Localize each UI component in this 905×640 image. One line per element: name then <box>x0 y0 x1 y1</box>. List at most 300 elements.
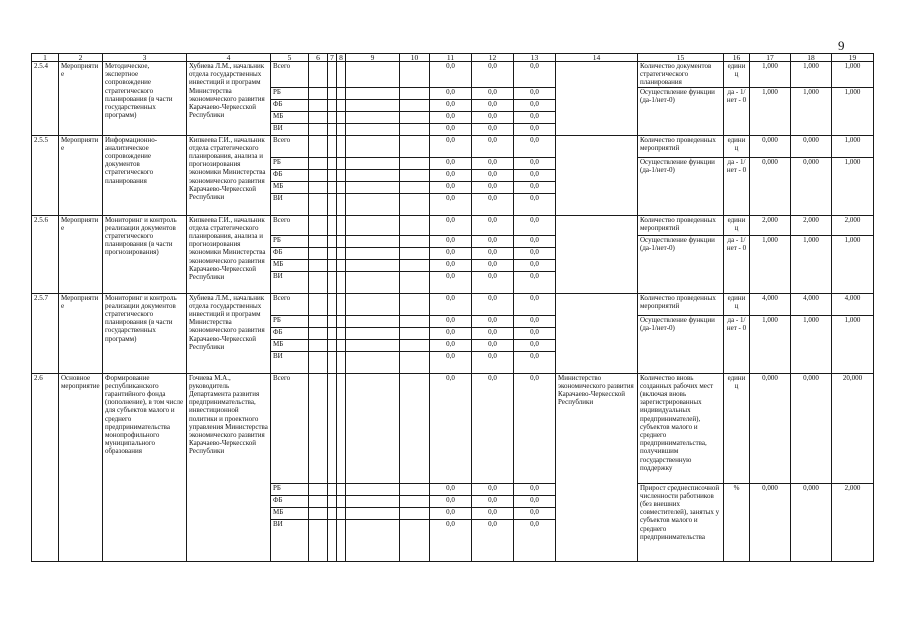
item-executor: Хубиева Л.М., начальник отдела государственных инвестиций и программ Министерства экономического развития Карачаево-Черкесской Республики <box>187 62 271 136</box>
funding-source: ФБ <box>271 169 309 181</box>
empty-cell <box>400 327 430 339</box>
empty-cell <box>346 373 400 483</box>
funding-value: 0,0 <box>514 169 556 181</box>
funding-value: 0,0 <box>472 507 514 519</box>
funding-value: 0,0 <box>514 495 556 507</box>
empty-cell <box>328 507 337 519</box>
funding-value: 0,0 <box>430 235 472 247</box>
empty-cell <box>337 135 346 157</box>
indicator-value: 1,000 <box>750 62 791 88</box>
column-header: 8 <box>337 54 346 62</box>
empty-cell <box>328 315 337 327</box>
empty-cell <box>400 315 430 327</box>
column-header: 18 <box>791 54 832 62</box>
empty-cell <box>309 135 328 157</box>
funding-source: ВИ <box>271 193 309 215</box>
indicator-value: 1,000 <box>791 62 832 88</box>
indicator-value: 0,000 <box>750 135 791 157</box>
empty-cell <box>400 135 430 157</box>
empty-cell <box>337 62 346 88</box>
funding-value: 0,0 <box>430 181 472 193</box>
empty-cell <box>309 181 328 193</box>
table-row <box>32 293 874 315</box>
indicator-name: Количество документов стратегического планирования <box>638 62 724 88</box>
empty-cell <box>400 293 430 315</box>
column-header: 16 <box>724 54 750 62</box>
empty-cell <box>309 193 328 215</box>
item-executor: Хубиева Л.М., начальник отдела государственных инвестиций и программ Министерства экономического развития Карачаево-Черкесской Республики <box>187 293 271 373</box>
empty-cell <box>346 235 400 247</box>
table-row <box>32 373 874 483</box>
empty-cell <box>309 507 328 519</box>
funding-value: 0,0 <box>514 62 556 88</box>
empty-cell <box>328 135 337 157</box>
funding-value: 0,0 <box>472 315 514 327</box>
empty-cell <box>346 99 400 111</box>
item-executor: Гочиева М.А., руководитель Департамента развития предпринимательства, инвестиционной политики и проектного управления Министерства экономического развития Карачаево-Черкесской Республики <box>187 373 271 561</box>
item-name: Мониторинг и контроль реализации документов стратегического планирования (в части государственных программ) <box>103 293 187 373</box>
empty-cell <box>346 351 400 373</box>
column-header: 10 <box>400 54 430 62</box>
empty-cell <box>400 519 430 561</box>
indicator-value: 0,000 <box>791 373 832 483</box>
empty-cell <box>346 507 400 519</box>
column-header: 1 <box>32 54 59 62</box>
empty-cell <box>337 215 346 235</box>
column-header: 19 <box>832 54 874 62</box>
empty-cell <box>346 169 400 181</box>
empty-cell <box>400 181 430 193</box>
item-name: Информационно-аналитическое сопровождение документов стратегического планирования <box>103 135 187 215</box>
empty-cell <box>337 483 346 495</box>
funding-source: ВИ <box>271 351 309 373</box>
funding-value: 0,0 <box>514 123 556 135</box>
funding-value: 0,0 <box>472 495 514 507</box>
empty-cell <box>346 327 400 339</box>
empty-cell <box>337 111 346 123</box>
funding-value: 0,0 <box>430 215 472 235</box>
item-executor: Кипкеева Г.И., начальник отдела стратегического планирования, анализа и прогнозирования экономики Министерства экономического развития Карачаево-Черкесской Республики <box>187 135 271 215</box>
indicator-value: 1,000 <box>791 235 832 293</box>
empty-cell <box>309 495 328 507</box>
funding-source: МБ <box>271 259 309 271</box>
funding-value: 0,0 <box>514 339 556 351</box>
indicator-value: 0,000 <box>791 135 832 157</box>
funding-value: 0,0 <box>514 483 556 495</box>
indicator-unit: % <box>724 483 750 561</box>
funding-source: ФБ <box>271 99 309 111</box>
funding-value: 0,0 <box>472 193 514 215</box>
empty-cell <box>309 235 328 247</box>
empty-cell <box>337 87 346 99</box>
item-code: 2.5.6 <box>32 215 59 293</box>
empty-cell <box>400 259 430 271</box>
funding-value: 0,0 <box>514 87 556 99</box>
empty-cell <box>346 157 400 169</box>
empty-cell <box>309 111 328 123</box>
funding-value: 0,0 <box>430 351 472 373</box>
empty-cell <box>346 215 400 235</box>
funding-value: 0,0 <box>514 247 556 259</box>
funding-source: МБ <box>271 111 309 123</box>
column-header: 4 <box>187 54 271 62</box>
funding-value: 0,0 <box>514 315 556 327</box>
empty-cell <box>328 235 337 247</box>
item-code: 2.5.5 <box>32 135 59 215</box>
empty-cell <box>328 169 337 181</box>
funding-value: 0,0 <box>472 215 514 235</box>
empty-cell <box>400 193 430 215</box>
empty-cell <box>346 483 400 495</box>
table-row <box>32 215 874 235</box>
empty-cell <box>328 483 337 495</box>
funding-value: 0,0 <box>430 62 472 88</box>
funding-value: 0,0 <box>472 519 514 561</box>
indicator-value: 0,000 <box>750 373 791 483</box>
empty-cell <box>400 495 430 507</box>
empty-cell <box>346 123 400 135</box>
funding-value: 0,0 <box>514 293 556 315</box>
column-header: 13 <box>514 54 556 62</box>
funding-source: ВИ <box>271 271 309 293</box>
empty-cell <box>346 135 400 157</box>
empty-cell <box>309 483 328 495</box>
indicator-value: 1,000 <box>832 87 874 135</box>
funding-source: РБ <box>271 87 309 99</box>
indicator-value: 1,000 <box>750 315 791 373</box>
indicator-value: 1,000 <box>832 235 874 293</box>
empty-cell <box>309 247 328 259</box>
empty-cell <box>400 215 430 235</box>
funding-value: 0,0 <box>430 247 472 259</box>
empty-cell <box>328 519 337 561</box>
funding-value: 0,0 <box>472 123 514 135</box>
empty-cell <box>309 169 328 181</box>
empty-cell <box>328 259 337 271</box>
empty-cell <box>309 339 328 351</box>
empty-cell <box>346 111 400 123</box>
empty-cell <box>309 271 328 293</box>
empty-cell <box>400 351 430 373</box>
empty-cell <box>328 99 337 111</box>
funding-value: 0,0 <box>514 259 556 271</box>
empty-cell <box>309 87 328 99</box>
funding-value: 0,0 <box>514 351 556 373</box>
item-code: 2.5.4 <box>32 62 59 136</box>
funding-source: ФБ <box>271 247 309 259</box>
empty-cell <box>337 235 346 247</box>
empty-cell <box>328 339 337 351</box>
column-header: 9 <box>346 54 400 62</box>
funding-value: 0,0 <box>514 99 556 111</box>
funding-value: 0,0 <box>430 135 472 157</box>
funding-source: Всего <box>271 293 309 315</box>
funding-value: 0,0 <box>514 111 556 123</box>
empty-cell <box>328 111 337 123</box>
funding-source: МБ <box>271 339 309 351</box>
funding-value: 0,0 <box>514 157 556 169</box>
indicator-unit: единиц <box>724 62 750 88</box>
indicator-value: 1,000 <box>750 87 791 135</box>
empty-cell <box>309 373 328 483</box>
item-executor: Кипкеева Г.И., начальник отдела стратегического планирования, анализа и прогнозирования экономики Министерства экономического развития Карачаево-Черкесской Республики <box>187 215 271 293</box>
column-header: 14 <box>556 54 638 62</box>
responsible-org: Министерство экономического развития Карачаево-Черкесской Республики <box>556 373 638 561</box>
empty-cell <box>337 181 346 193</box>
funding-value: 0,0 <box>472 135 514 157</box>
funding-source: Всего <box>271 373 309 483</box>
funding-value: 0,0 <box>430 339 472 351</box>
table-row <box>32 135 874 157</box>
funding-value: 0,0 <box>430 99 472 111</box>
indicator-name: Осуществление функции (да-1/нет-0) <box>638 315 724 373</box>
indicator-value: 0,000 <box>791 157 832 215</box>
empty-cell <box>400 87 430 99</box>
indicator-name: Количество проведенных мероприятий <box>638 293 724 315</box>
indicator-value: 1,000 <box>791 87 832 135</box>
column-header: 6 <box>309 54 328 62</box>
empty-cell <box>309 123 328 135</box>
table-row <box>32 62 874 88</box>
column-header: 12 <box>472 54 514 62</box>
indicator-unit: единиц <box>724 135 750 157</box>
indicator-value: 0,000 <box>791 483 832 561</box>
funding-value: 0,0 <box>430 327 472 339</box>
empty-cell <box>337 373 346 483</box>
item-name: Мониторинг и контроль реализации документов стратегического планирования (в части прогнозирования) <box>103 215 187 293</box>
indicator-name: Количество проведенных мероприятий <box>638 135 724 157</box>
funding-value: 0,0 <box>472 157 514 169</box>
funding-source: МБ <box>271 181 309 193</box>
empty-cell <box>328 373 337 483</box>
indicator-unit: единиц <box>724 373 750 483</box>
indicator-value: 2,000 <box>791 215 832 235</box>
item-type: Мероприятие <box>59 135 103 215</box>
empty-cell <box>337 157 346 169</box>
funding-value: 0,0 <box>430 495 472 507</box>
empty-cell <box>346 315 400 327</box>
empty-cell <box>337 99 346 111</box>
empty-cell <box>346 259 400 271</box>
empty-cell <box>400 123 430 135</box>
empty-cell <box>337 315 346 327</box>
empty-cell <box>346 87 400 99</box>
indicator-value: 1,000 <box>791 315 832 373</box>
empty-cell <box>346 293 400 315</box>
empty-cell <box>400 235 430 247</box>
empty-cell <box>400 339 430 351</box>
indicator-unit: единиц <box>724 215 750 235</box>
empty-cell <box>309 519 328 561</box>
funding-value: 0,0 <box>472 293 514 315</box>
column-header: 7 <box>328 54 337 62</box>
column-header: 15 <box>638 54 724 62</box>
funding-value: 0,0 <box>472 235 514 247</box>
indicator-value: 4,000 <box>750 293 791 315</box>
empty-cell <box>309 62 328 88</box>
funding-value: 0,0 <box>472 111 514 123</box>
empty-cell <box>328 351 337 373</box>
funding-value: 0,0 <box>430 193 472 215</box>
funding-source: ФБ <box>271 327 309 339</box>
empty-cell <box>346 271 400 293</box>
empty-cell <box>309 259 328 271</box>
funding-source: РБ <box>271 315 309 327</box>
funding-value: 0,0 <box>472 169 514 181</box>
empty-cell <box>400 169 430 181</box>
funding-value: 0,0 <box>472 271 514 293</box>
empty-cell <box>346 181 400 193</box>
indicator-unit: да - 1/ нет - 0 <box>724 235 750 293</box>
empty-cell <box>337 339 346 351</box>
funding-value: 0,0 <box>430 519 472 561</box>
indicator-unit: да - 1/ нет - 0 <box>724 87 750 135</box>
indicator-unit: да - 1/ нет - 0 <box>724 157 750 215</box>
empty-cell <box>346 247 400 259</box>
responsible-org <box>556 135 638 215</box>
funding-value: 0,0 <box>514 235 556 247</box>
funding-value: 0,0 <box>430 111 472 123</box>
item-code: 2.5.7 <box>32 293 59 373</box>
funding-value: 0,0 <box>430 157 472 169</box>
funding-source: Всего <box>271 62 309 88</box>
indicator-value: 2,000 <box>832 483 874 561</box>
indicator-value: 1,000 <box>832 157 874 215</box>
empty-cell <box>328 87 337 99</box>
funding-value: 0,0 <box>472 87 514 99</box>
empty-cell <box>346 339 400 351</box>
empty-cell <box>400 373 430 483</box>
indicator-unit: единиц <box>724 293 750 315</box>
empty-cell <box>328 193 337 215</box>
indicator-value: 1,000 <box>832 315 874 373</box>
responsible-org <box>556 215 638 293</box>
funding-value: 0,0 <box>472 99 514 111</box>
empty-cell <box>400 157 430 169</box>
indicator-name: Осуществление функции (да-1/нет-0) <box>638 87 724 135</box>
empty-cell <box>337 519 346 561</box>
indicator-unit: да - 1/ нет - 0 <box>724 315 750 373</box>
empty-cell <box>328 62 337 88</box>
funding-source: ФБ <box>271 495 309 507</box>
funding-value: 0,0 <box>472 247 514 259</box>
indicator-name: Количество проведенных мероприятий <box>638 215 724 235</box>
funding-value: 0,0 <box>430 87 472 99</box>
empty-cell <box>346 62 400 88</box>
funding-value: 0,0 <box>472 327 514 339</box>
empty-cell <box>337 495 346 507</box>
empty-cell <box>400 271 430 293</box>
funding-value: 0,0 <box>430 293 472 315</box>
empty-cell <box>309 351 328 373</box>
empty-cell <box>309 215 328 235</box>
item-type: Мероприятие <box>59 62 103 136</box>
funding-value: 0,0 <box>514 519 556 561</box>
funding-value: 0,0 <box>430 315 472 327</box>
funding-value: 0,0 <box>514 271 556 293</box>
funding-value: 0,0 <box>430 123 472 135</box>
item-name: Формирование республиканского гарантийного фонда (пополнение), в том числе для субъектов малого и среднего предпринимательства монопрофильного муниципального образования <box>103 373 187 561</box>
empty-cell <box>400 111 430 123</box>
empty-cell <box>328 181 337 193</box>
empty-cell <box>309 327 328 339</box>
empty-cell <box>337 247 346 259</box>
indicator-name: Прирост среднесписочной численности работников (без внешних совместителей), занятых у субъектов малого и среднего предпринимательства <box>638 483 724 561</box>
funding-value: 0,0 <box>514 327 556 339</box>
funding-value: 0,0 <box>430 259 472 271</box>
funding-value: 0,0 <box>472 373 514 483</box>
empty-cell <box>337 169 346 181</box>
indicator-value: 1,000 <box>832 62 874 88</box>
indicator-value: 0,000 <box>750 157 791 215</box>
empty-cell <box>337 293 346 315</box>
program-table <box>31 53 874 562</box>
funding-value: 0,0 <box>472 339 514 351</box>
item-name: Методическое, экспертное сопровождение стратегического планирования (в части государственных программ) <box>103 62 187 136</box>
empty-cell <box>346 519 400 561</box>
empty-cell <box>337 259 346 271</box>
funding-source: Всего <box>271 215 309 235</box>
empty-cell <box>400 99 430 111</box>
funding-value: 0,0 <box>514 373 556 483</box>
funding-source: РБ <box>271 483 309 495</box>
item-code: 2.6 <box>32 373 59 561</box>
column-header: 17 <box>750 54 791 62</box>
funding-value: 0,0 <box>430 169 472 181</box>
funding-source: МБ <box>271 507 309 519</box>
funding-value: 0,0 <box>430 373 472 483</box>
funding-value: 0,0 <box>514 135 556 157</box>
indicator-value: 0,000 <box>750 483 791 561</box>
empty-cell <box>328 247 337 259</box>
indicator-name: Осуществление функции (да-1/нет-0) <box>638 235 724 293</box>
funding-source: РБ <box>271 157 309 169</box>
funding-value: 0,0 <box>430 507 472 519</box>
column-header: 2 <box>59 54 103 62</box>
empty-cell <box>309 315 328 327</box>
empty-cell <box>337 507 346 519</box>
item-type: Основное мероприятие <box>59 373 103 561</box>
indicator-value: 2,000 <box>750 215 791 235</box>
funding-value: 0,0 <box>472 259 514 271</box>
indicator-value: 4,000 <box>791 293 832 315</box>
indicator-value: 2,000 <box>832 215 874 235</box>
empty-cell <box>337 271 346 293</box>
funding-value: 0,0 <box>472 351 514 373</box>
empty-cell <box>328 157 337 169</box>
empty-cell <box>328 215 337 235</box>
indicator-value: 1,000 <box>750 235 791 293</box>
empty-cell <box>400 247 430 259</box>
empty-cell <box>337 327 346 339</box>
indicator-value: 1,000 <box>832 135 874 157</box>
empty-cell <box>328 293 337 315</box>
responsible-org <box>556 62 638 136</box>
indicator-name: Осуществление функции (да-1/нет-0) <box>638 157 724 215</box>
empty-cell <box>346 495 400 507</box>
item-type: Мероприятие <box>59 215 103 293</box>
indicator-name: Количество вновь созданных рабочих мест (включая вновь зарегистрированных индивидуальных предпринимателей), субъектов малого и среднего предпринимательства, получившим государственную поддержку <box>638 373 724 483</box>
funding-source: ВИ <box>271 519 309 561</box>
empty-cell <box>400 62 430 88</box>
empty-cell <box>337 193 346 215</box>
empty-cell <box>337 351 346 373</box>
funding-value: 0,0 <box>472 181 514 193</box>
column-header: 3 <box>103 54 187 62</box>
empty-cell <box>328 495 337 507</box>
funding-value: 0,0 <box>514 193 556 215</box>
funding-source: Всего <box>271 135 309 157</box>
